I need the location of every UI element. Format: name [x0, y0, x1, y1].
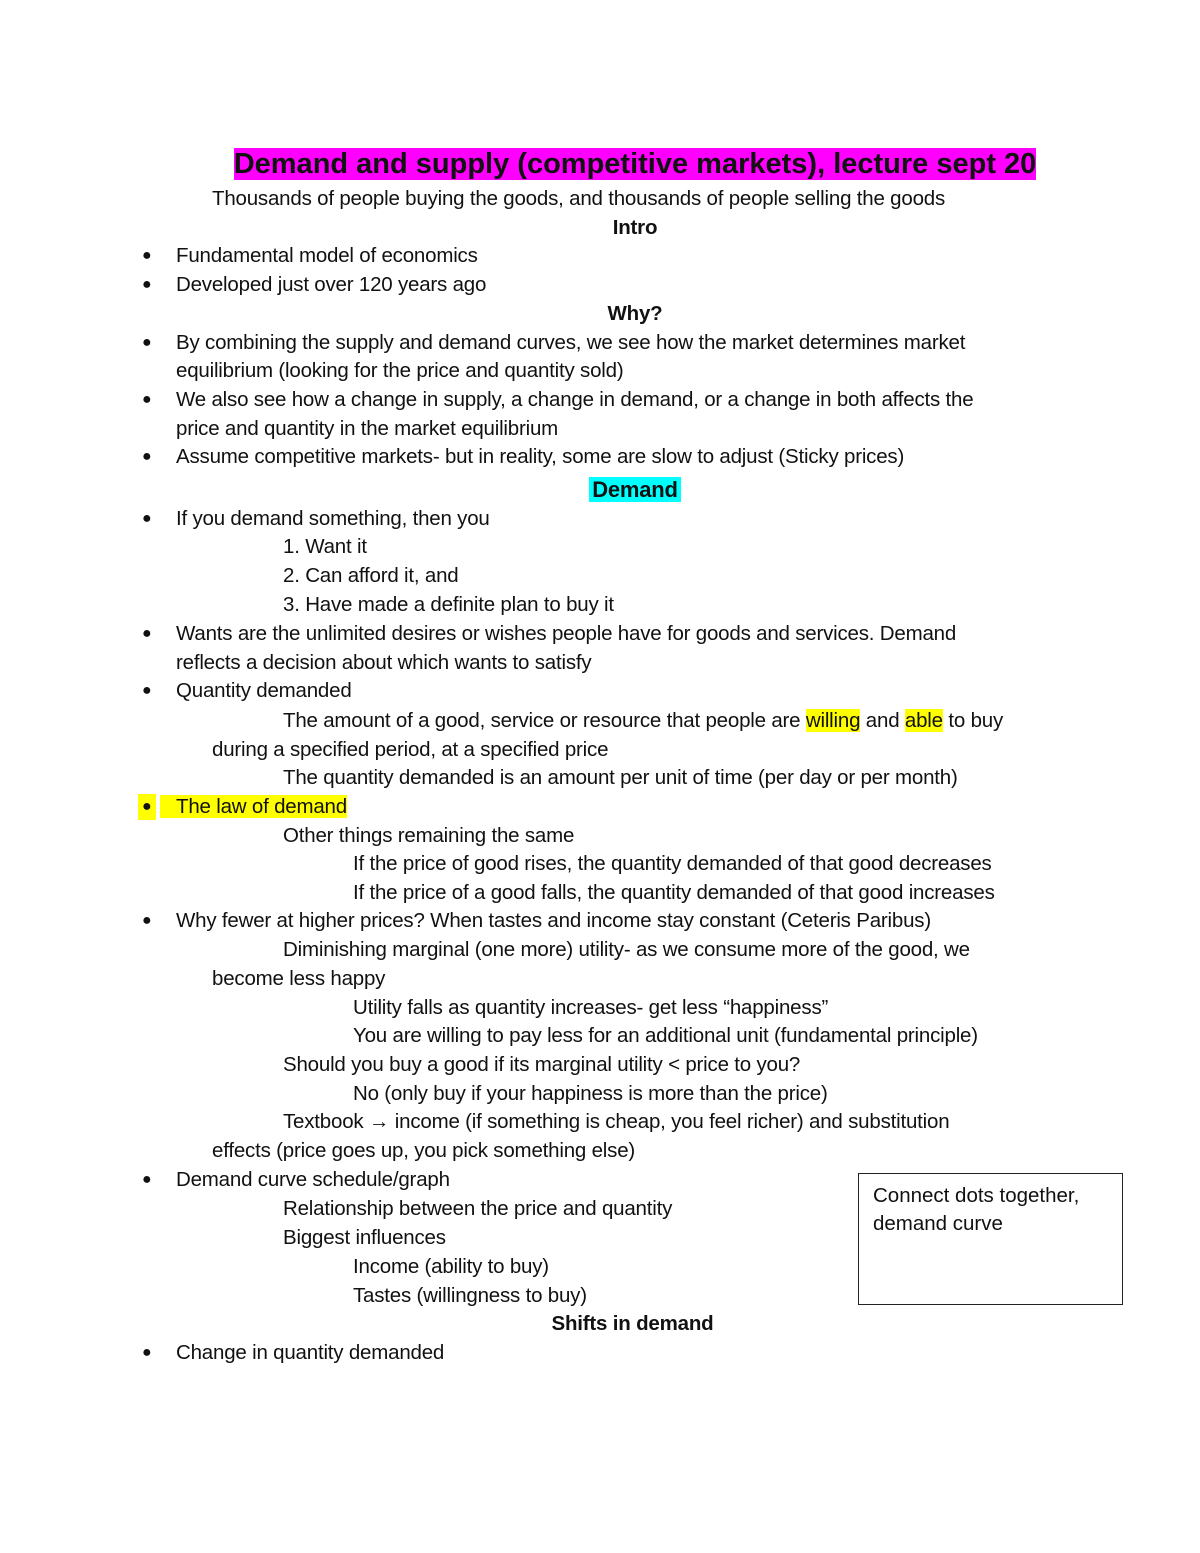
sub-item: Relationship between the price and quantity — [283, 1197, 673, 1220]
bullet-icon: ● — [142, 276, 152, 293]
note-textbox: Connect dots together, demand curve — [858, 1173, 1123, 1305]
list-item: By combining the supply and demand curves, we see how the market determines market — [176, 331, 966, 354]
list-item: Why fewer at higher prices? When tastes and income stay constant (Ceteris Paribus) — [176, 909, 931, 932]
sub-sub-item: If the price of good rises, the quantity demanded of that good decreases — [353, 852, 992, 875]
sub-sub-item: Utility falls as quantity increases- get less “happiness” — [353, 996, 829, 1019]
sub-sub-item: If the price of a good falls, the quantity demanded of that good increases — [353, 881, 995, 904]
definition-line — [283, 708, 1003, 734]
list-item-continued: price and quantity in the market equilibrium — [176, 417, 559, 440]
bullet-icon: ● — [138, 794, 156, 820]
list-item: Wants are the unlimited desires or wishes people have for goods and services. Demand — [176, 622, 957, 645]
sub-sub-item: No (only buy if your happiness is more than the price) — [353, 1082, 828, 1105]
list-item: Demand curve schedule/graph — [176, 1168, 450, 1191]
list-item: Developed just over 120 years ago — [176, 273, 487, 296]
definition-text: The amount of a good, service or resource that people are — [283, 709, 806, 732]
highlight-willing: willing — [805, 709, 861, 732]
bullet-icon: ● — [142, 912, 152, 929]
sub-item-continued: effects (price goes up, you pick something else) — [212, 1139, 636, 1162]
bullet-icon: ● — [142, 1171, 152, 1188]
sub-item: Should you buy a good if its marginal utility < price to you? — [283, 1053, 801, 1076]
highlight-able: able — [904, 709, 943, 732]
definition-continued: during a specified period, at a specified price — [212, 738, 609, 761]
bullet-icon: ● — [142, 625, 152, 642]
definition-text: and — [860, 709, 905, 732]
sub-sub-item: You are willing to pay less for an additional unit (fundamental principle) — [353, 1024, 978, 1047]
definition-line: The quantity demanded is an amount per unit of time (per day or per month) — [283, 766, 958, 789]
list-item: We also see how a change in supply, a change in demand, or a change in both affects the — [176, 388, 974, 411]
law-of-demand-item — [160, 794, 347, 820]
definition-text: to buy — [942, 709, 1004, 732]
bullet-icon: ● — [142, 682, 152, 699]
title-text: Demand and supply (competitive markets), lecture sept 20 — [233, 148, 1037, 180]
sub-sub-item: Tastes (willingness to buy) — [353, 1284, 587, 1307]
sub-item: Other things remaining the same — [283, 824, 575, 847]
sub-sub-item: Income (ability to buy) — [353, 1255, 549, 1278]
bullet-icon: ● — [142, 247, 152, 264]
sub-item — [283, 1109, 949, 1135]
bullet-icon: ● — [142, 448, 152, 465]
list-item: If you demand something, then you — [176, 507, 490, 530]
numbered-item: 1. Want it — [283, 535, 367, 558]
bullet-icon: ● — [142, 1344, 152, 1361]
bullet-icon: ● — [142, 334, 152, 351]
sub-item: Biggest influences — [283, 1226, 446, 1249]
textbook-text: income (if something is cheap, you feel richer) and substitution — [389, 1110, 950, 1133]
list-item: Fundamental model of economics — [176, 244, 478, 267]
list-item-continued: equilibrium (looking for the price and quantity sold) — [176, 359, 624, 382]
textbook-text: Textbook — [283, 1110, 369, 1133]
list-item: Assume competitive markets- but in reality, some are slow to adjust (Sticky prices) — [176, 445, 905, 468]
list-item: Change in quantity demanded — [176, 1341, 445, 1364]
page-title — [0, 146, 1200, 182]
sub-item: Diminishing marginal (one more) utility- as we consume more of the good, we — [283, 938, 970, 961]
sub-item-continued: become less happy — [212, 967, 386, 990]
list-item-continued: reflects a decision about which wants to satisfy — [176, 651, 592, 674]
why-heading: Why? — [607, 302, 663, 325]
list-item: Quantity demanded — [176, 679, 352, 702]
demand-heading-text: Demand — [589, 477, 681, 502]
arrow-icon: → — [368, 1110, 390, 1133]
law-of-demand-label: The law of demand — [160, 795, 347, 818]
numbered-item: 3. Have made a definite plan to buy it — [283, 593, 614, 616]
bullet-icon: ● — [142, 510, 152, 527]
shifts-heading: Shifts in demand — [551, 1312, 714, 1335]
demand-heading — [0, 475, 1200, 505]
numbered-item: 2. Can afford it, and — [283, 564, 459, 587]
bullet-icon: ● — [142, 391, 152, 408]
intro-heading: Intro — [612, 216, 658, 239]
subtitle: Thousands of people buying the goods, and thousands of people selling the goods — [212, 187, 946, 210]
